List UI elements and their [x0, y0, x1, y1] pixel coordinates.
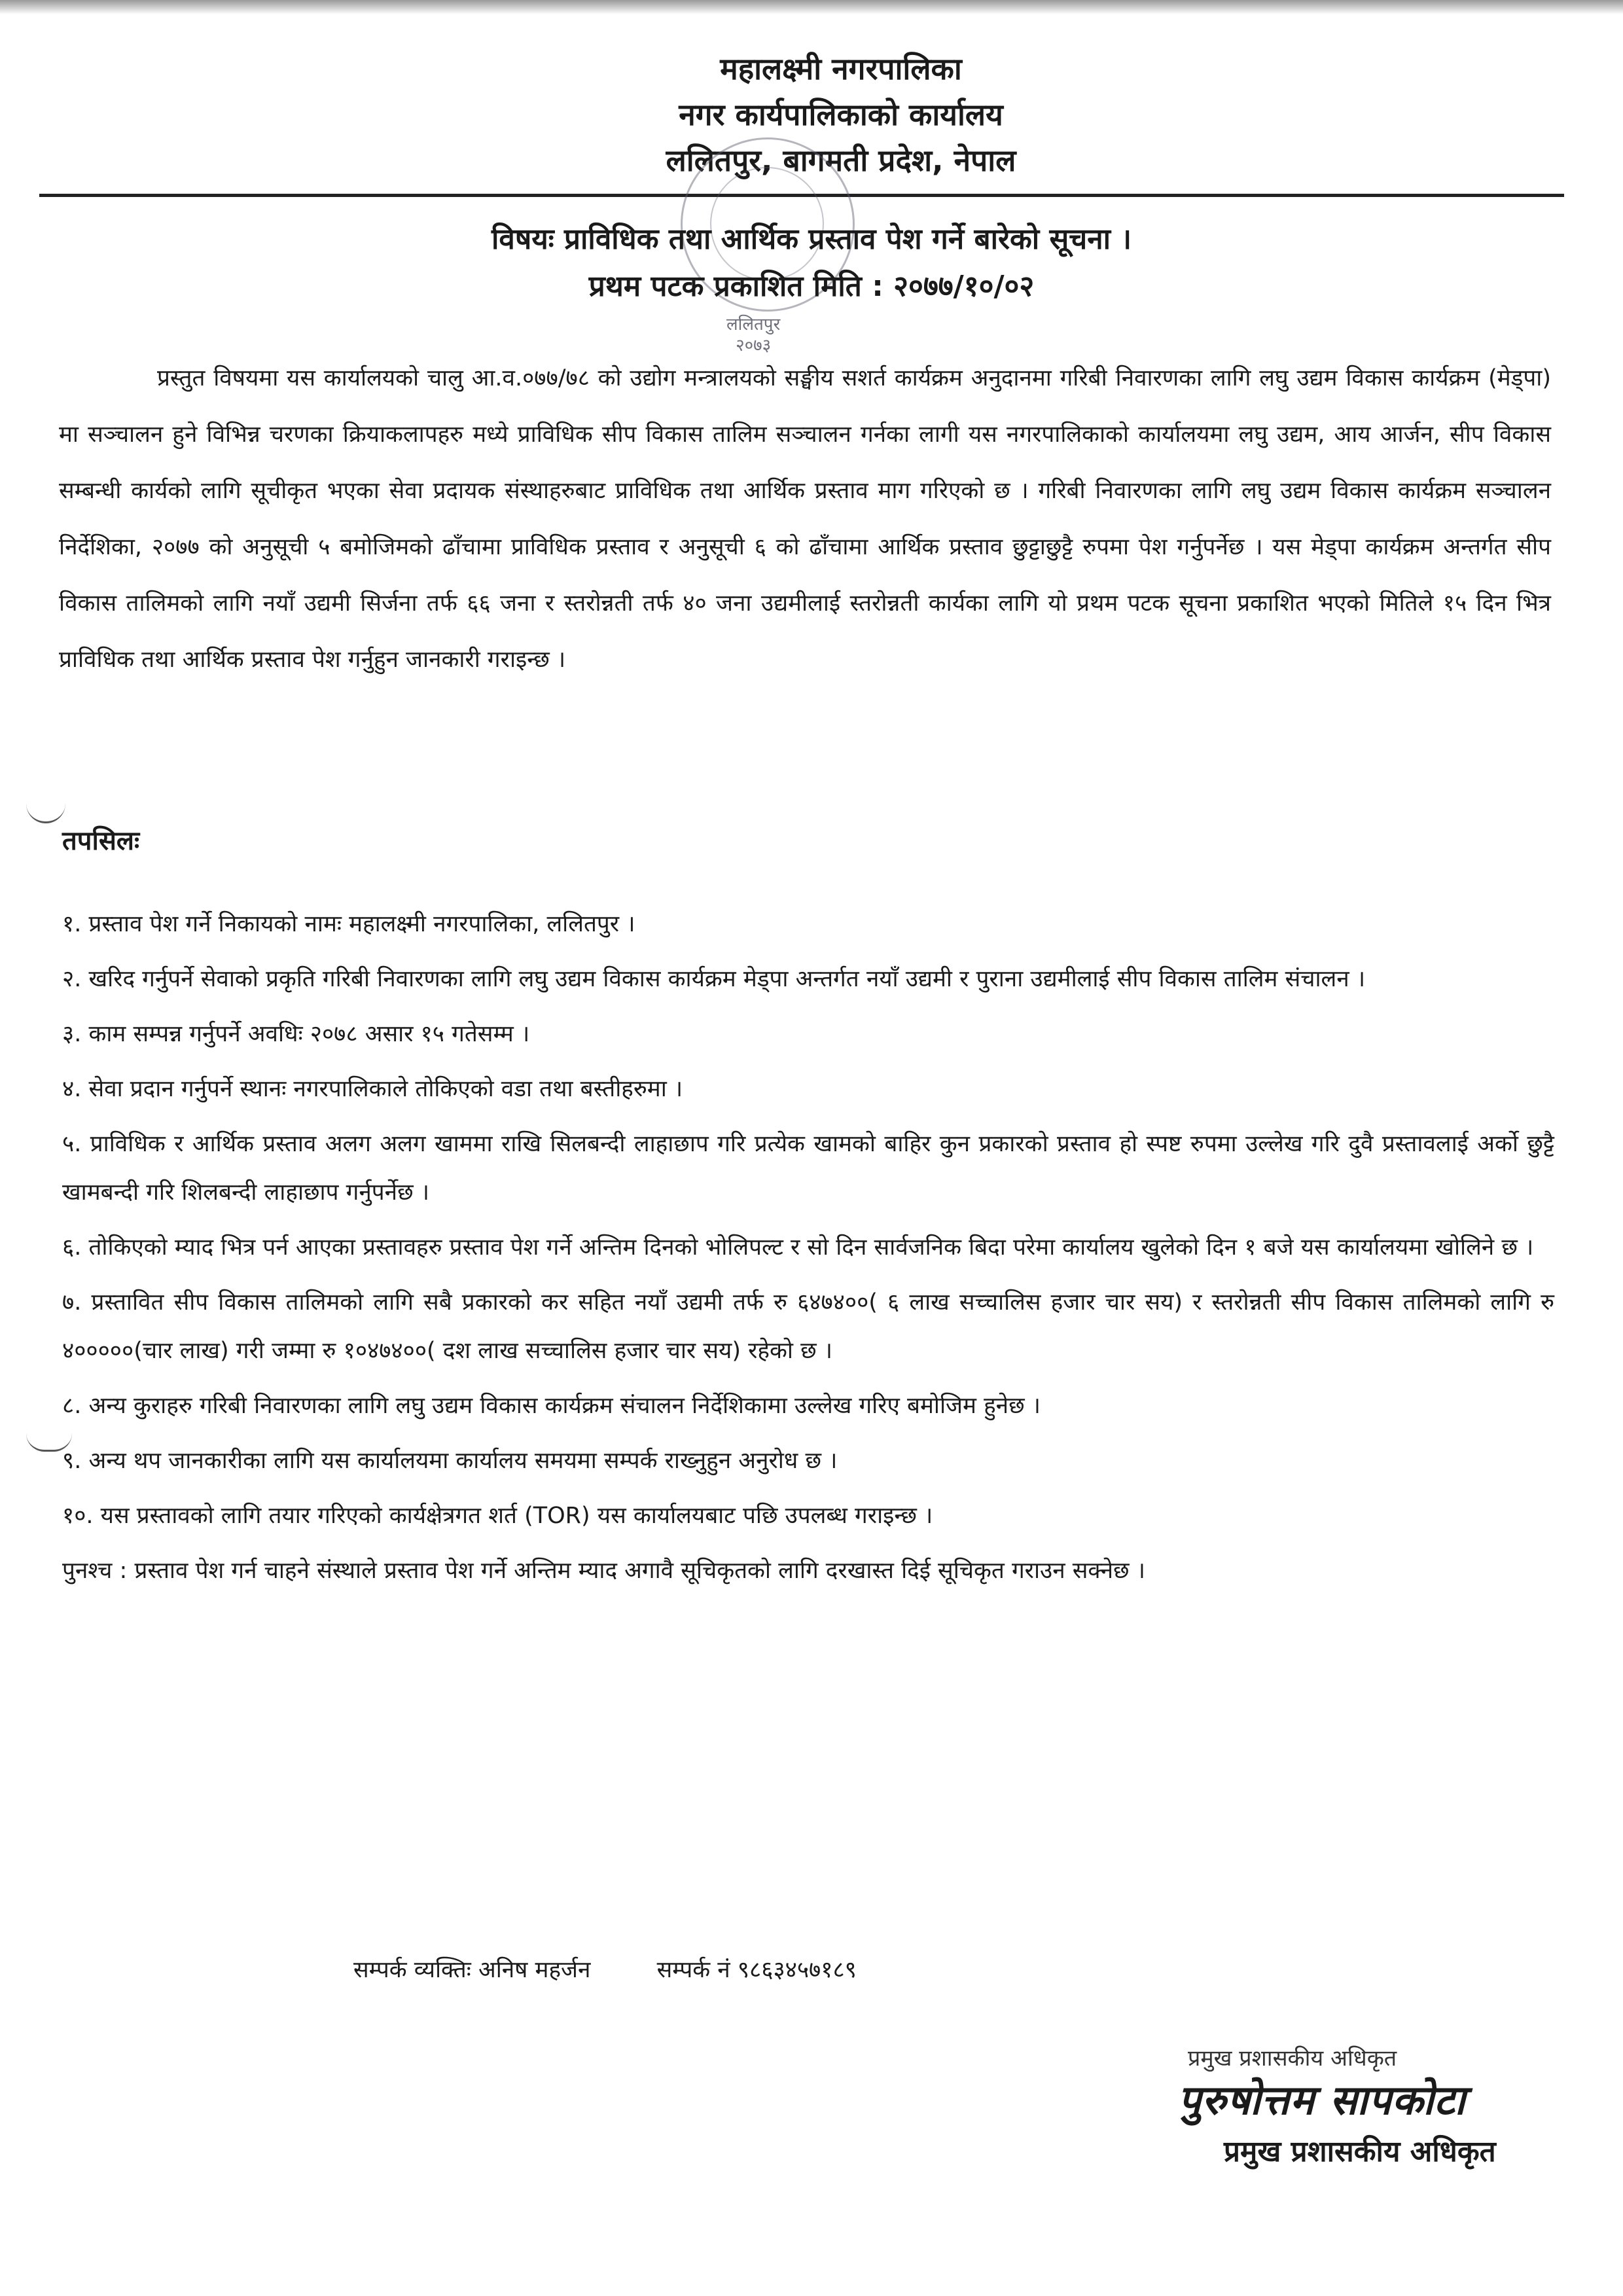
- list-item: १०. यस प्रस्तावको लागि तयार गरिएको कार्यक्षेत्रगत शर्त (TOR) यस कार्यालयबाट पछि उपलब्ध गराइन्छ ।: [62, 1503, 933, 1529]
- list-item: ५. प्राविधिक र आर्थिक प्रस्ताव अलग अलग खाममा राखि सिलबन्दी लाहाछाप गरि प्रत्येक खामको बाहिर कुन प्रकारको प्रस्ताव हो स्पष्ट रुपमा उल्लेख गरि दुवै प्रस्तावलाई अर्को छुट्टै खामबन्दी गरि शिलबन्दी लाहाछाप गर्नुपर्नेछ ।: [62, 1131, 1554, 1206]
- scan-edge-shadow: [0, 0, 1623, 14]
- list-item: ९. अन्य थप जानकारीका लागि यस कार्यालयमा कार्यालय समयमा सम्पर्क राख्नुहुन अनुरोध छ ।: [62, 1448, 838, 1474]
- notice-paragraph: प्रस्तुत विषयमा यस कार्यालयको चालु आ.व.०७७/७८ को उद्योग मन्त्रालयको सङ्घीय सशर्त कार्यक्रम अनुदानमा गरिबी निवारणका लागि लघु उद्यम विकास कार्यक्रम (मेड्पा) मा सञ्चालन हुने विभिन्न चरणका क्रियाकलापहरु मध्ये प्राविधिक सीप विकास तालिम सञ्चालन गर्नका लागी यस नगरपालिकाको कार्यालयमा लघु उद्यम, आय आर्जन, सीप विकास सम्बन्धी कार्यको लागि सूचीकृत भएका सेवा प्रदायक संस्थाहरुबाट प्राविधिक तथा आर्थिक प्रस्ताव माग गरिएको छ । गरिबी निवारणका लागि लघु उद्यम विकास कार्यक्रम सञ्चालन निर्देशिका, २०७७ को अनुसूची ५ बमोजिमको ढाँचामा प्राविधिक प्रस्ताव र अनुसूची ६ को ढाँचामा आर्थिक प्रस्ताव छुट्टाछुट्टै रुपमा पेश गर्नुपर्नेछ । यस मेड्पा कार्यक्रम अन्तर्गत सीप विकास तालिमको लागि नयाँ उद्यमी सिर्जना तर्फ ६६ जना र स्तरोन्नती तर्फ ४० जना उद्यमीलाई स्तरोन्नती कार्यका लागि यो प्रथम पटक सूचना प्रकाशित भएको मितिले १५ दिन भित्र प्राविधिक तथा आर्थिक प्रस्ताव पेश गर्नुहुन जानकारी गराइन्छ ।: [59, 365, 1551, 673]
- contact-phone: सम्पर्क नं ९८६३४५७१८९: [656, 1957, 857, 1983]
- municipality-name: महालक्ष्मी नगरपालिका: [720, 51, 962, 86]
- list-item: १. प्रस्ताव पेश गर्ने निकायको नामः महालक्ष्मी नगरपालिका, ललितपुर ।: [62, 911, 635, 937]
- publication-date: प्रथम पटक प्रकाशित मिति : २०७७/१०/०२: [588, 270, 1035, 303]
- list-item: २. खरिद गर्नुपर्ने सेवाको प्रकृति गरिबी निवारणका लागि लघु उद्यम विकास कार्यक्रम मेड्पा अन्तर्गत नयाँ उद्यमी र पुराना उद्यमीलाई सीप विकास तालिम संचालन ।: [62, 966, 1366, 992]
- office-address: ललितपुर, बागमती प्रदेश, नेपाल: [666, 143, 1016, 178]
- seal-year: २०७३: [736, 336, 772, 355]
- subject-title: विषयः प्राविधिक तथा आर्थिक प्रस्ताव पेश गर्ने बारेको सूचना ।: [491, 223, 1132, 256]
- seal-place: ललितपुर: [726, 315, 781, 334]
- scan-punch-mark: [26, 802, 65, 823]
- details-list: [62, 900, 1554, 1602]
- signatory-title: प्रमुख प्रशासकीय अधिकृत: [1224, 2135, 1496, 2168]
- postscript: पुनश्च : प्रस्ताव पेश गर्न चाहने संस्थाले प्रस्ताव पेश गर्ने अन्तिम म्याद अगावै सूचिकृतको लागि दरखास्त दिई सूचिकृत गराउन सक्नेछ ।: [62, 1558, 1145, 1584]
- signatory-name: पुरुषोत्तम सापकोटा: [1178, 2076, 1466, 2124]
- list-item: ७. प्रस्तावित सीप विकास तालिमको लागि सबै प्रकारको कर सहित नयाँ उद्यमी तर्फ रु ६४७४००( ६ लाख सच्चालिस हजार चार सय) र स्तरोन्नती सीप विकास तालिमको लागि रु ४०००००(चार लाख) गरी जम्मा रु १०४७४००( दश लाख सच्चालिस हजार चार सय) रहेको छ ।: [62, 1289, 1554, 1364]
- notice-subject: [0, 216, 1623, 310]
- signature-title-top: प्रमुख प्रशासकीय अधिकृत: [1188, 2045, 1397, 2072]
- office-name: नगर कार्यपालिकाको कार्यालय: [679, 97, 1003, 132]
- contact-person: सम्पर्क व्यक्तिः अनिष महर्जन: [353, 1957, 591, 1983]
- list-item: ८. अन्य कुराहरु गरिबी निवारणका लागि लघु उद्यम विकास कार्यक्रम संचालन निर्देशिकामा उल्लेख गरिए बमोजिम हुनेछ ।: [62, 1393, 1041, 1419]
- list-item: ३. काम सम्पन्न गर्नुपर्ने अवधिः २०७८ असार १५ गतेसम्म ।: [62, 1021, 530, 1047]
- details-heading: तपसिलः: [62, 826, 140, 856]
- contact-line: [353, 1954, 916, 1984]
- list-item: ६. तोकिएको म्याद भित्र पर्न आएका प्रस्तावहरु प्रस्ताव पेश गर्ने अन्तिम दिनको भोलिपल्ट र सो दिन सार्वजनिक बिदा परेमा कार्यालय खुलेको दिन १ बजे यस कार्यालयमा खोलिने छ ।: [62, 1234, 1534, 1261]
- list-item: ४. सेवा प्रदान गर्नुपर्ने स्थानः नगरपालिकाले तोकिएको वडा तथा बस्तीहरुमा ।: [62, 1076, 683, 1102]
